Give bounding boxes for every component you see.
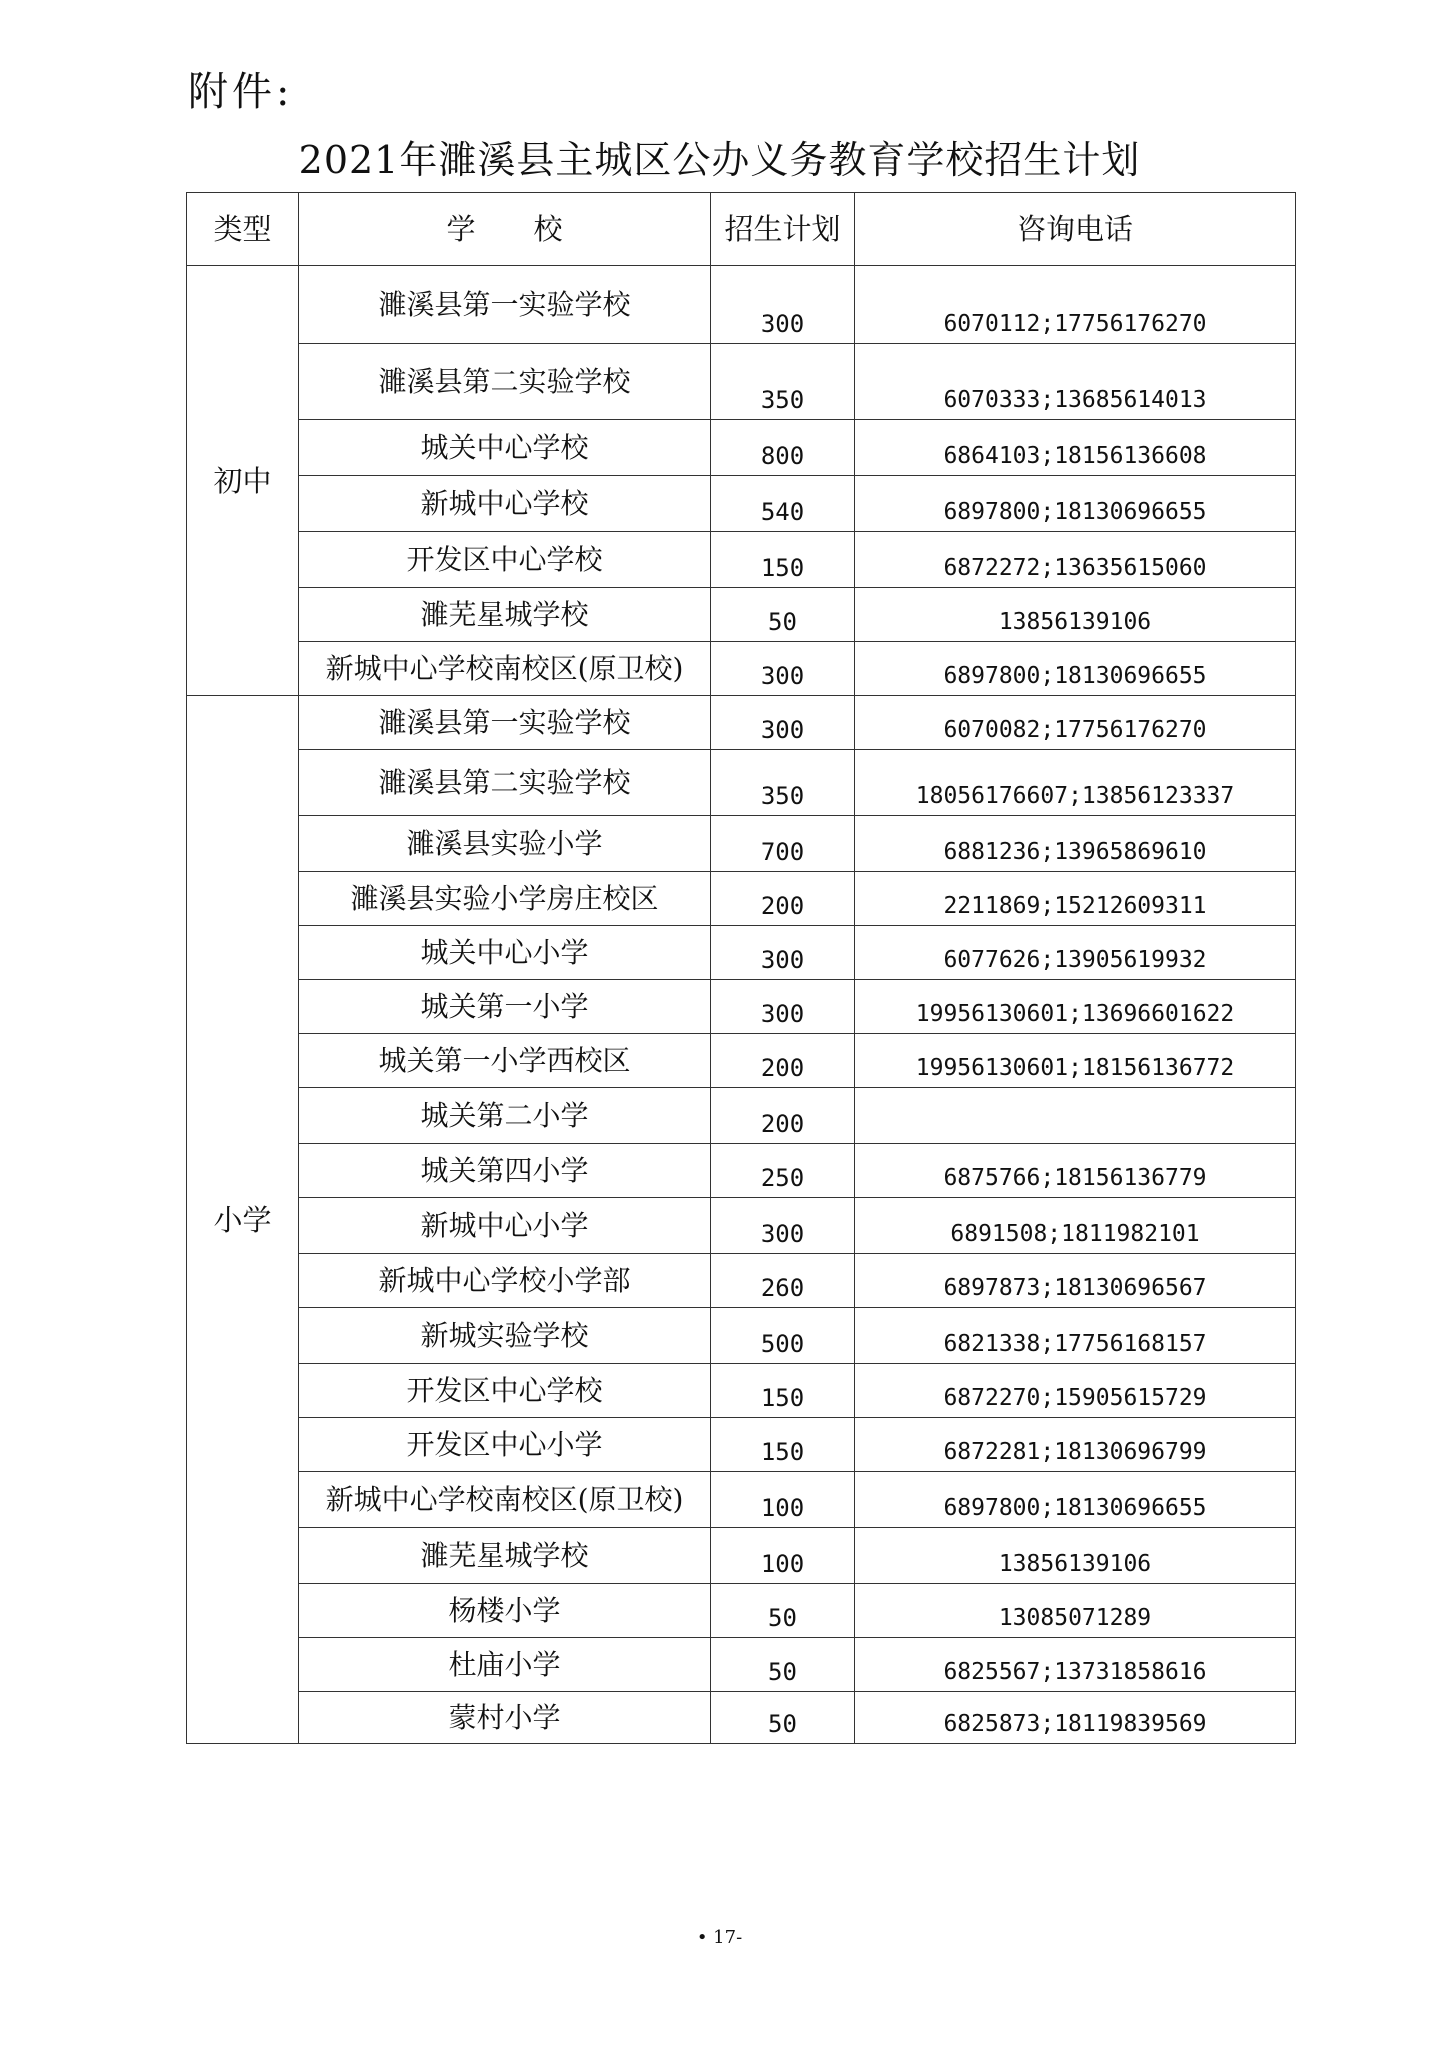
plan-cell: 200 xyxy=(711,1034,855,1088)
phone-cell: 13856139106 xyxy=(855,1528,1296,1584)
table-row xyxy=(187,1144,1296,1198)
phone-cell: 6872270;15905615729 xyxy=(855,1364,1296,1418)
phone-cell: 6897800;18130696655 xyxy=(855,642,1296,696)
table-row xyxy=(187,1472,1296,1528)
plan-cell: 50 xyxy=(711,1584,855,1638)
table-row xyxy=(187,1198,1296,1254)
school-cell: 濉芜星城学校 xyxy=(299,1528,711,1584)
table-row xyxy=(187,1418,1296,1472)
phone-cell: 6891508;1811982101 xyxy=(855,1198,1296,1254)
plan-cell: 350 xyxy=(711,344,855,420)
type-cell: 小学 xyxy=(187,696,299,1744)
plan-cell: 100 xyxy=(711,1528,855,1584)
school-cell: 城关中心小学 xyxy=(299,926,711,980)
column-header-school: 学 校 xyxy=(299,193,711,266)
school-cell: 新城中心学校南校区(原卫校) xyxy=(299,642,711,696)
plan-cell: 260 xyxy=(711,1254,855,1308)
table-row xyxy=(187,532,1296,588)
plan-cell: 300 xyxy=(711,642,855,696)
plan-cell: 300 xyxy=(711,266,855,344)
phone-cell xyxy=(855,1088,1296,1144)
plan-cell: 350 xyxy=(711,750,855,816)
table-body xyxy=(187,266,1296,1744)
table-row xyxy=(187,980,1296,1034)
plan-cell: 300 xyxy=(711,696,855,750)
phone-cell: 6070112;17756176270 xyxy=(855,266,1296,344)
plan-cell: 300 xyxy=(711,980,855,1034)
table-row xyxy=(187,1088,1296,1144)
phone-cell: 6875766;18156136779 xyxy=(855,1144,1296,1198)
school-cell: 城关第一小学西校区 xyxy=(299,1034,711,1088)
plan-cell: 200 xyxy=(711,1088,855,1144)
plan-cell: 150 xyxy=(711,1418,855,1472)
phone-cell: 6825567;13731858616 xyxy=(855,1638,1296,1692)
plan-cell: 150 xyxy=(711,532,855,588)
phone-cell: 2211869;15212609311 xyxy=(855,872,1296,926)
table-row xyxy=(187,642,1296,696)
school-cell: 濉溪县第二实验学校 xyxy=(299,344,711,420)
table-row xyxy=(187,750,1296,816)
phone-cell: 6825873;18119839569 xyxy=(855,1692,1296,1744)
phone-cell: 6897800;18130696655 xyxy=(855,476,1296,532)
phone-cell: 18056176607;13856123337 xyxy=(855,750,1296,816)
phone-cell: 13856139106 xyxy=(855,588,1296,642)
table-row xyxy=(187,696,1296,750)
table-header-row xyxy=(187,193,1296,266)
table-row xyxy=(187,816,1296,872)
plan-cell: 50 xyxy=(711,1692,855,1744)
phone-cell: 6070082;17756176270 xyxy=(855,696,1296,750)
school-cell: 开发区中心小学 xyxy=(299,1418,711,1472)
phone-cell: 6070333;13685614013 xyxy=(855,344,1296,420)
school-cell: 濉溪县实验小学房庄校区 xyxy=(299,872,711,926)
plan-cell: 540 xyxy=(711,476,855,532)
phone-cell: 6821338;17756168157 xyxy=(855,1308,1296,1364)
table-row xyxy=(187,420,1296,476)
school-cell: 城关中心学校 xyxy=(299,420,711,476)
enrollment-plan-table xyxy=(186,192,1296,1744)
school-cell: 濉芜星城学校 xyxy=(299,588,711,642)
page-title: 2021年濉溪县主城区公办义务教育学校招生计划 xyxy=(298,138,1141,182)
table-row xyxy=(187,1584,1296,1638)
attachment-label: 附件: xyxy=(188,69,294,115)
school-cell: 新城中心学校小学部 xyxy=(299,1254,711,1308)
phone-cell: 19956130601;18156136772 xyxy=(855,1034,1296,1088)
school-cell: 开发区中心学校 xyxy=(299,532,711,588)
phone-cell: 6872281;18130696799 xyxy=(855,1418,1296,1472)
plan-cell: 300 xyxy=(711,1198,855,1254)
table-row xyxy=(187,1638,1296,1692)
school-cell: 城关第一小学 xyxy=(299,980,711,1034)
phone-cell: 6872272;13635615060 xyxy=(855,532,1296,588)
table-row xyxy=(187,344,1296,420)
school-cell: 杜庙小学 xyxy=(299,1638,711,1692)
school-cell: 濉溪县实验小学 xyxy=(299,816,711,872)
school-cell: 开发区中心学校 xyxy=(299,1364,711,1418)
plan-cell: 50 xyxy=(711,588,855,642)
school-cell: 城关第四小学 xyxy=(299,1144,711,1198)
phone-cell: 19956130601;13696601622 xyxy=(855,980,1296,1034)
table-row xyxy=(187,1254,1296,1308)
plan-cell: 200 xyxy=(711,872,855,926)
plan-cell: 250 xyxy=(711,1144,855,1198)
phone-cell: 6864103;18156136608 xyxy=(855,420,1296,476)
school-cell: 新城中心学校南校区(原卫校) xyxy=(299,1472,711,1528)
plan-cell: 50 xyxy=(711,1638,855,1692)
plan-cell: 700 xyxy=(711,816,855,872)
plan-cell: 800 xyxy=(711,420,855,476)
phone-cell: 6897873;18130696567 xyxy=(855,1254,1296,1308)
school-cell: 杨楼小学 xyxy=(299,1584,711,1638)
school-cell: 新城中心学校 xyxy=(299,476,711,532)
plan-cell: 300 xyxy=(711,926,855,980)
phone-cell: 13085071289 xyxy=(855,1584,1296,1638)
type-cell: 初中 xyxy=(187,266,299,696)
school-cell: 濉溪县第一实验学校 xyxy=(299,266,711,344)
phone-cell: 6881236;13965869610 xyxy=(855,816,1296,872)
column-header-type: 类型 xyxy=(187,193,299,266)
table-row xyxy=(187,476,1296,532)
page-number: • 17- xyxy=(696,1927,743,1948)
table-row xyxy=(187,1364,1296,1418)
table-row xyxy=(187,1308,1296,1364)
column-header-plan: 招生计划 xyxy=(711,193,855,266)
table-row xyxy=(187,926,1296,980)
phone-cell: 6897800;18130696655 xyxy=(855,1472,1296,1528)
phone-cell: 6077626;13905619932 xyxy=(855,926,1296,980)
school-cell: 蒙村小学 xyxy=(299,1692,711,1744)
table-row xyxy=(187,1034,1296,1088)
table-row xyxy=(187,266,1296,344)
table-row xyxy=(187,588,1296,642)
column-header-phone: 咨询电话 xyxy=(855,193,1296,266)
plan-cell: 150 xyxy=(711,1364,855,1418)
table-row xyxy=(187,872,1296,926)
school-cell: 新城实验学校 xyxy=(299,1308,711,1364)
school-cell: 城关第二小学 xyxy=(299,1088,711,1144)
school-cell: 濉溪县第二实验学校 xyxy=(299,750,711,816)
plan-cell: 500 xyxy=(711,1308,855,1364)
table-row xyxy=(187,1528,1296,1584)
table-row xyxy=(187,1692,1296,1744)
school-cell: 濉溪县第一实验学校 xyxy=(299,696,711,750)
school-cell: 新城中心小学 xyxy=(299,1198,711,1254)
plan-cell: 100 xyxy=(711,1472,855,1528)
